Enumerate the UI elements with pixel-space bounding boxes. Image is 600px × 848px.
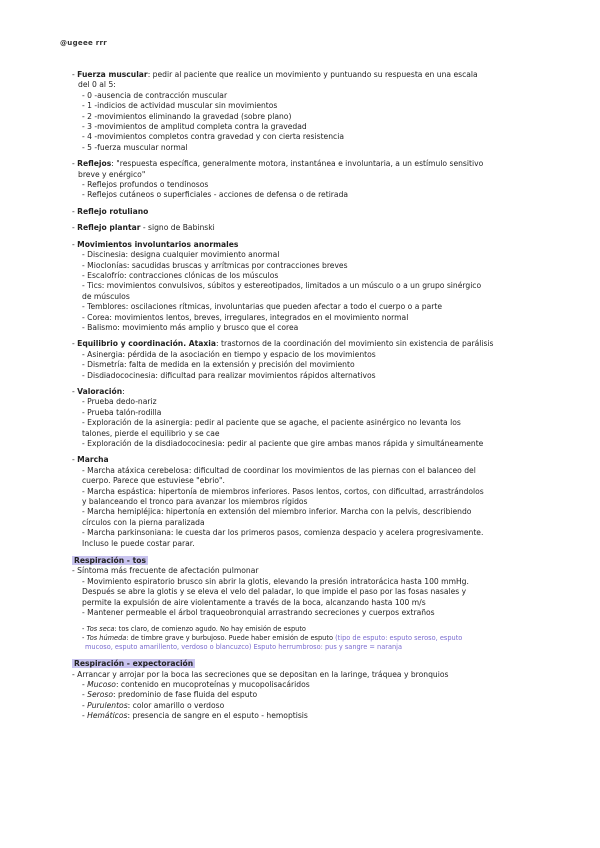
list-item: - Hemáticos: presencia de sangre en el esputo - hemoptisis: [82, 711, 308, 721]
tos-heading-line: [72, 556, 534, 566]
list-item: - Marcha hemipléjica: hipertonía en extensión del miembro inferior. Marcha con la pelvis, describiendo: [82, 507, 472, 517]
rotuliano-line: - Reflejo rotuliano: [72, 206, 149, 216]
equilibrio-title: Equilibrio y coordinación. Ataxia: [77, 339, 216, 349]
tos-intro: - Síntoma más frecuente de afectación pulmonar: [72, 566, 259, 576]
list-item: - 2 -movimientos eliminando la gravedad (sobre plano): [82, 111, 292, 121]
tos-heading: Respiración - tos: [74, 556, 146, 566]
reflejos-title: Reflejos: [77, 159, 112, 169]
tos-humeda-text: : de timbre grave y burbujoso. Puede haber emisión de esputo: [126, 633, 336, 642]
fuerza-intro: : pedir al paciente que realice un movimiento y puntuando su respuesta en una escala: [147, 70, 478, 79]
list-item: cuerpo. Parece que estuviese "ebrio".: [82, 476, 225, 486]
tos-humeda-purple2: mucoso, esputo amarillento, verdoso o blancuzco) Esputo herrumbroso: pus y sangre = naranja: [85, 642, 403, 651]
reflejos-text2: breve y enérgico": [78, 169, 146, 179]
plantar-text: - signo de Babinski: [140, 223, 215, 233]
list-item: - Exploración de la disdiadococinesia: pedir al paciente que gire ambas manos rápida y simultáneamente: [82, 439, 484, 448]
list-item: Incluso le puede costar parar.: [82, 538, 195, 548]
valoracion-line: - Valoración:: [72, 386, 125, 396]
list-item: - Asinergia: pérdida de la asociación en tiempo y espacio de los movimientos: [82, 349, 376, 359]
reflejos-line: - Reflejos: "respuesta específica, generalmente motora, instantánea e involuntaria, a un estímulo sensitivo: [72, 159, 484, 169]
expectoracion-heading-line: [72, 659, 534, 669]
list-item: - Marcha parkinsoniana: le cuesta dar los primeros pasos, comienza despacio y acelera progresivamente.: [82, 528, 484, 538]
rotuliano-title: Reflejo rotuliano: [77, 206, 149, 216]
reflejos-text: : "respuesta específica, generalmente motora, instantánea e involuntaria, a un estímulo sensitivo: [111, 159, 484, 169]
list-item: - Reflejos profundos o tendinosos: [82, 180, 209, 190]
expectoracion-intro: - Arrancar y arrojar por la boca las secreciones que se depositan en la laringe, tráquea y bronquios: [72, 669, 449, 679]
list-item: - Mucoso: contenido en mucoproteínas y mucopolisacáridos: [82, 679, 310, 689]
watermark: @ugeee rrr: [60, 39, 108, 47]
plantar-title: Reflejo plantar: [77, 223, 141, 233]
list-item: - 4 -movimientos completos contra gravedad y con cierta resistencia: [82, 132, 344, 142]
list-item: - Disdiadococinesia: dificultad para realizar movimientos rápidos alternativos: [82, 370, 376, 380]
list-item: - 0 -ausencia de contracción muscular: [82, 90, 228, 100]
list-item: - Temblores: oscilaciones rítmicas, involuntarias que pueden afectar a todo el cuerpo o a parte: [82, 302, 443, 312]
list-item: - Marcha atáxica cerebelosa: dificultad de coordinar los movimientos de las piernas con el balanceo del: [82, 465, 476, 475]
list-item: de músculos: [82, 291, 130, 301]
list-item: - Discinesia: designa cualquier movimiento anormal: [82, 250, 280, 260]
valoracion-title: Valoración: [77, 386, 123, 396]
list-item: - Corea: movimientos lentos, breves, irregulares, integrados en el movimiento normal: [82, 312, 409, 322]
list-item: - Prueba talón-rodilla: [82, 407, 162, 417]
fuerza-title: Fuerza muscular: [77, 70, 148, 79]
list-item: - Dismetría: falta de medida en la extensión y precisión del movimiento: [82, 360, 355, 370]
list-item: - Tics: movimientos convulsivos, súbitos y estereotipados, limitados a un músculo o a un grupo sinérgico: [82, 281, 482, 291]
list-item: - 1 -indicios de actividad muscular sin movimientos: [82, 101, 278, 111]
list-item: - Seroso: predominio de fase fluida del esputo: [82, 690, 258, 700]
tos-seca-line: - Tos seca: tos claro, de comienzo agudo. No hay emisión de esputo: [82, 624, 306, 633]
tos-seca-label: Tos seca: [86, 624, 115, 633]
list-item: - Escalofrío: contracciones clónicas de los músculos: [82, 270, 279, 280]
list-item: - 3 -movimientos de amplitud completa contra la gravedad: [82, 122, 307, 132]
list-item: - Mantener permeable el árbol traqueobronquial arrastrando secreciones y cuerpos extraños: [82, 608, 435, 618]
equilibrio-line: - Equilibrio y coordinación. Ataxia: trastornos de la coordinación del movimiento sin existencia de parálisis: [72, 339, 494, 349]
marcha-title: Marcha: [77, 455, 109, 465]
list-item: - Reflejos cutáneos o superficiales - acciones de defensa o de retirada: [82, 190, 349, 200]
list-item: - Movimiento espiratorio brusco sin abrir la glotis, elevando la presión intratorácica hasta 100 mmHg.: [82, 576, 469, 586]
list-item: círculos con la pierna paralizada: [82, 517, 205, 527]
list-item: Después se abre la glotis y se eleva el velo del paladar, lo que impide el paso por las fosas nasales y: [82, 587, 467, 597]
list-item: talones, pierde el equilibrio y se cae: [82, 428, 220, 438]
fuerza-intro2: del 0 al 5:: [78, 80, 116, 90]
list-item: - Purulentos: color amarillo o verdoso: [82, 700, 225, 710]
list-item: - Marcha espástica: hipertonía de miembros inferiores. Pasos lentos, cortos, con dificultad, arrastrándolos: [82, 486, 484, 496]
list-item: - Mioclonías: sacudidas bruscas y arrítmicas por contracciones breves: [82, 260, 348, 270]
list-item: - 5 -fuerza muscular normal: [82, 142, 188, 152]
list-item: - Prueba dedo-nariz: [82, 397, 157, 407]
marcha-line: - Marcha: [72, 455, 109, 465]
involuntarios-title: Movimientos involuntarios anormales: [77, 239, 239, 249]
tos-humeda-label: Tos húmeda: [86, 633, 127, 642]
plantar-line: - Reflejo plantar - signo de Babinski: [72, 223, 215, 233]
list-item: - Exploración de la asinergia: pedir al paciente que se agache, el paciente asinérgico no levanta los: [82, 418, 461, 428]
expectoracion-heading: Respiración - expectoración: [74, 659, 194, 669]
list-item: - Balismo: movimiento más amplio y brusco que el corea: [82, 322, 299, 332]
tos-humeda-purple: (tipo de esputo: esputo seroso, esputo: [335, 633, 463, 642]
equilibrio-text: : trastornos de la coordinación del movimiento sin existencia de parálisis: [216, 339, 494, 349]
tos-humeda-line: - Tos húmeda: de timbre grave y burbujoso. Puede haber emisión de esputo (tipo de esputo: esputo seroso, esputo: [82, 633, 463, 642]
list-item: y balanceando el tronco para avanzar los miembros rígidos: [82, 497, 308, 507]
involuntarios-line: - Movimientos involuntarios anormales: [72, 239, 239, 249]
tos-seca-text: : tos claro, de comienzo agudo. No hay emisión de esputo: [114, 624, 306, 633]
fuerza-line: - Fuerza muscular: pedir al paciente que realice un movimiento y puntuando su respuesta en una escala: [72, 70, 478, 79]
notes-content: [72, 70, 534, 722]
list-item: permite la expulsión de aire violentamente a través de la boca, alcanzando hasta 100 m/s: [82, 597, 426, 607]
